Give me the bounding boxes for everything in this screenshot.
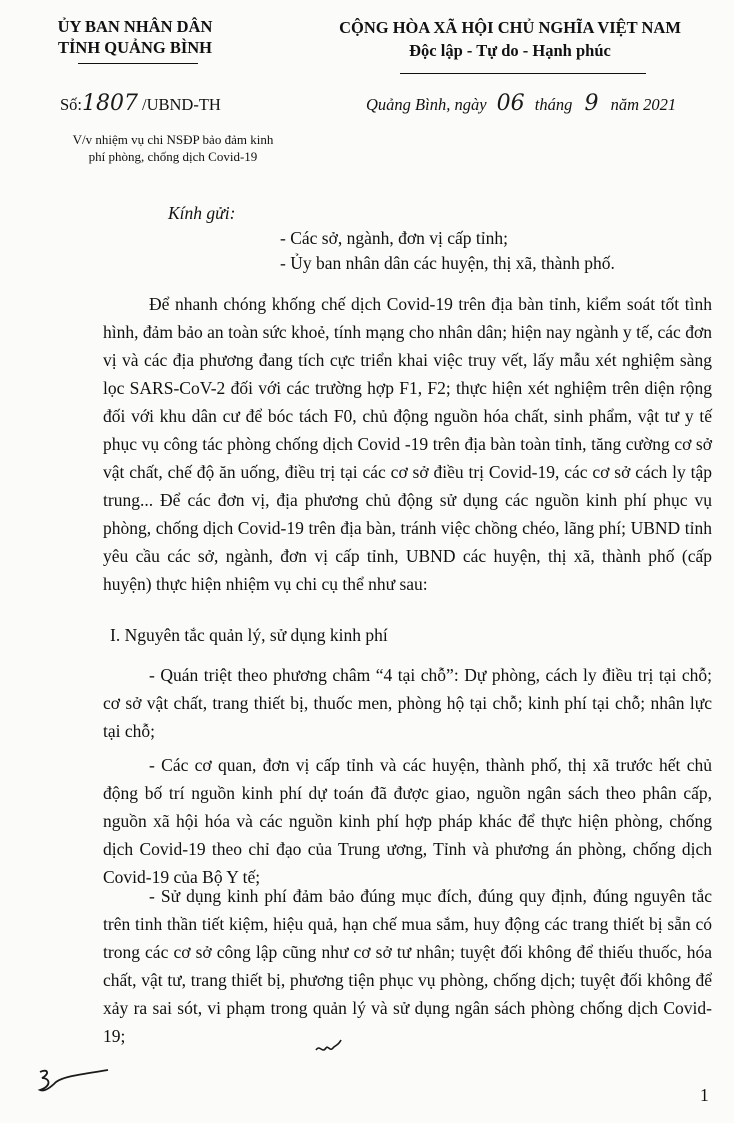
handwritten-tick-mark bbox=[314, 1036, 344, 1058]
section-heading: I. Nguyên tắc quản lý, sử dụng kinh phí bbox=[110, 625, 388, 645]
page-number: 1 bbox=[700, 1085, 709, 1105]
doc-number-handwritten: 1807 bbox=[82, 91, 139, 116]
intro-paragraph: Để nhanh chóng khống chế dịch Covid-19 trên địa bàn tỉnh, kiểm soát tốt tình hình, đảm bảo an toàn sức khoẻ, tính mạng cho nhân dân; hiện nay ngành y tế, các đơn vị và các địa phương đang tích cực triển khai việc truy vết, lấy mẫu xét nghiệm sàng lọc SARS-CoV-2 đối với các trường hợp F1, F2; thực hiện xét nghiệm trên diện rộng đối với khu dân cư để bóc tách F0, chủ động nguồn hóa chất, sinh phẩm, vật tư y tế phục vụ công tác phòng chống dịch Covid -19 trên địa bàn toàn tỉnh, tăng cường cơ sở vật chất, chế độ ăn uống, điều trị tại các cơ sở điều trị Covid-19, các cơ sở cách ly tập trung... Để các đơn vị, địa phương chủ động sử dụng các nguồn kinh phí phục vụ phòng, chống dịch Covid-19 trên địa bàn, tránh việc chồng chéo, lãng phí; UBND tỉnh yêu cầu các sở, ngành, đơn vị cấp tỉnh, UBND các huyện, thị xã, thành phố (cấp huyện) thực hiện nhiệm vụ chi cụ thể như sau: bbox=[103, 294, 712, 594]
document-subject bbox=[28, 131, 318, 165]
date-month-handwritten: 9 bbox=[584, 91, 599, 116]
country-name: CỘNG HÒA XÃ HỘI CHỦ NGHĨA VIỆT NAM bbox=[339, 18, 681, 37]
bullet-principle-2: - Các cơ quan, đơn vị cấp tỉnh và các huyện, thành phố, thị xã trước hết chủ động bố trí nguồn kinh phí dự toán đã được giao, nguồn ngân sách theo phân cấp, nguồn xã hội hóa và các nguồn kinh phí hợp pháp khác để thực hiện phòng, chống dịch Covid-19 theo chỉ đạo của Trung ương, Tỉnh và phương án phòng, chống dịch Covid-19 của Bộ Y tế; bbox=[103, 755, 712, 887]
salutation: Kính gửi: bbox=[168, 203, 236, 223]
agency-underline bbox=[78, 63, 198, 64]
national-motto bbox=[300, 16, 720, 62]
motto: Độc lập - Tự do - Hạnh phúc bbox=[409, 41, 611, 60]
agency-name-line1: ỦY BAN NHÂN DÂN bbox=[57, 17, 213, 36]
recipient-1: - Các sở, ngành, đơn vị cấp tỉnh; bbox=[280, 228, 508, 248]
subject-line1: V/v nhiệm vụ chi NSĐP bảo đảm kinh bbox=[72, 132, 274, 147]
date-year: năm 2021 bbox=[610, 95, 677, 114]
date-day-handwritten: 06 bbox=[496, 91, 525, 116]
bullet-principle-3: - Sử dụng kinh phí đảm bảo đúng mục đích, đúng quy định, đúng nguyên tắc trên tinh thần tiết kiệm, hiệu quả, hạn chế mua sắm, huy động các trang thiết bị sẵn có trong các cơ sở công lập cũng như cơ sở tư nhân; tuyệt đối không để thiếu thuốc, hóa chất, vật tư, trang thiết bị, phương tiện phục vụ phòng, chống dịch; tuyệt đối không để xảy ra sai sót, vi phạm trong quản lý và sử dụng ngân sách phòng chống dịch Covid-19; bbox=[103, 886, 712, 1046]
doc-number-prefix: Số: bbox=[60, 95, 83, 114]
doc-number-suffix: /UBND-TH bbox=[142, 95, 221, 114]
recipient-2: - Ủy ban nhân dân các huyện, thị xã, thành phố. bbox=[280, 253, 615, 273]
document-number bbox=[60, 91, 221, 116]
subject-line2: phí phòng, chống dịch Covid-19 bbox=[88, 149, 258, 164]
issue-date bbox=[366, 91, 676, 116]
motto-underline bbox=[400, 73, 646, 74]
agency-name-line2: TỈNH QUẢNG BÌNH bbox=[57, 38, 213, 57]
date-month-label: tháng bbox=[534, 95, 573, 114]
date-prefix: Quảng Bình, ngày bbox=[366, 95, 487, 114]
bullet-principle-1: - Quán triệt theo phương châm “4 tại chỗ”: Dự phòng, cách ly điều trị tại chỗ; cơ sở vật chất, trang thiết bị, thuốc men, phòng hộ tại chỗ; kinh phí tại chỗ; nhân lực tại chỗ; bbox=[103, 665, 712, 741]
issuing-agency bbox=[20, 16, 250, 58]
handwritten-initials bbox=[34, 1064, 114, 1104]
